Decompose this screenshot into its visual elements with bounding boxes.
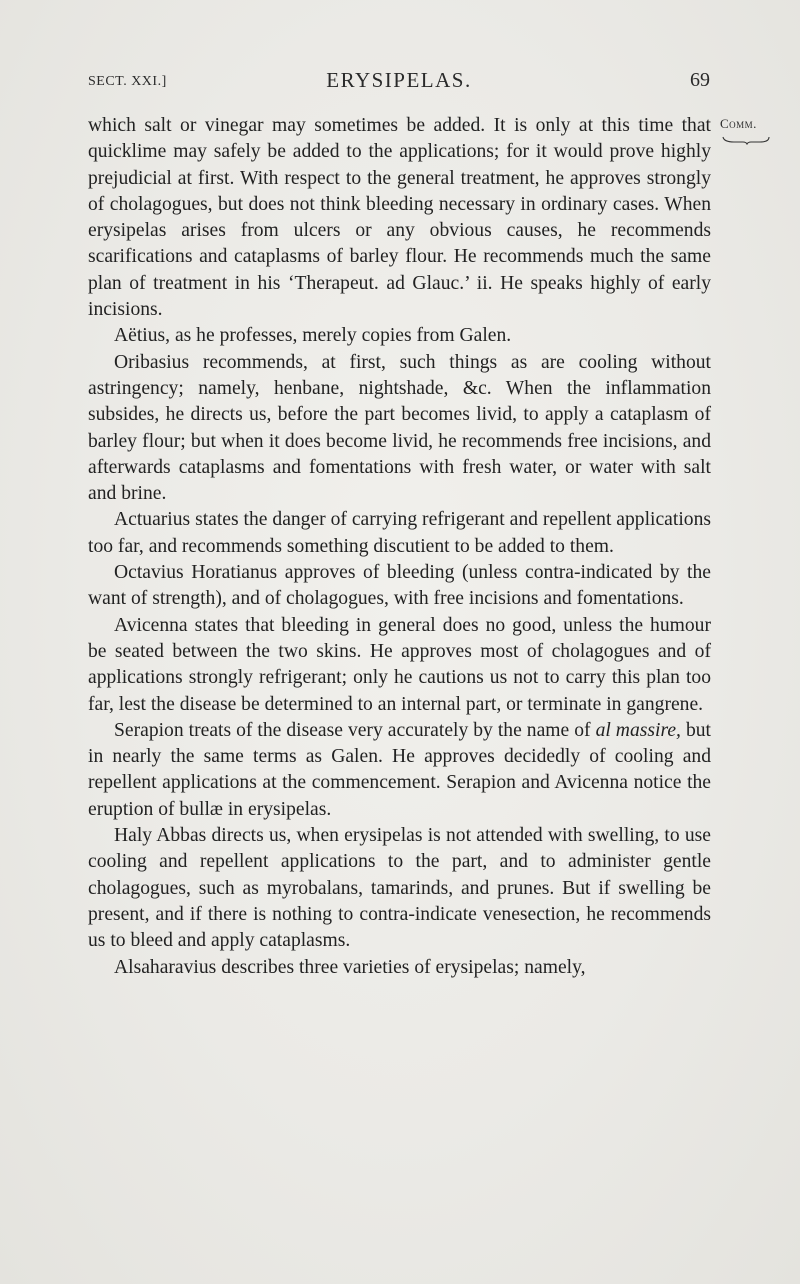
serapion-text-end: but in nearly the same terms as Galen. He approves decidedly of cooling and repellent applications at the commencement. Serapion and Avicenna notice the eruption of bullæ in erysipelas. (88, 719, 711, 820)
serapion-text-start: Serapion treats of the disease very accurately by the name of (114, 719, 596, 741)
paragraph-oribasius: Oribasius recommends, at first, such things as are cooling without astringency; namely, henbane, nightshade, &c. When the inflammation subsides, he directs us, before the part becomes livid, to apply a cataplasm of barley flour; but when it does become livid, he recommends free incisions, and afterwards cataplasms and fomentations with fresh water, or water with salt and brine. (88, 351, 711, 505)
section-label: SECT. XXI.] (88, 74, 167, 89)
paragraph-haly-abbas: Haly Abbas directs us, when erysipelas is not attended with swelling, to use cooling and repellent applications to the part, and to administer gentle cholagogues, such as myrobalans, tamarinds, and prunes. But if swelling be present, and if there is nothing to contra-indicate venesection, he recommends us to bleed and apply cataplasms. (88, 825, 711, 952)
serapion-term: al massire, (595, 719, 681, 741)
page-number: 69 (690, 69, 710, 91)
paragraph-octavius: Octavius Horatianus approves of bleeding (unless contra-indicated by the want of strength), and of cholagogues, with free incisions and fomentations. (88, 562, 711, 610)
running-head (88, 68, 710, 96)
body-text (88, 113, 711, 981)
paragraph-serapion (88, 718, 711, 823)
paragraph-avicenna: Avicenna states that bleeding in general does no good, unless the humour be seated between the two skins. He approves most of cholagogues and of applications strongly refrigerant; only he cautions us not to carry this plan too far, lest the disease be determined to an internal part, or terminate in gangrene. (88, 614, 711, 715)
page-title: ERYSIPELAS. (326, 68, 472, 92)
paragraph-actuarius: Actuarius states the danger of carrying refrigerant and repellent applications too far, and recommends something discutient to be added to them. (88, 509, 711, 557)
paragraph-aetius: Aëtius, as he professes, merely copies from Galen. (114, 325, 512, 347)
paragraph-alsaharavius: Alsaharavius describes three varieties of erysipelas; namely, (114, 956, 586, 978)
margin-note: Comm. (720, 116, 757, 131)
paragraph-1: which salt or vinegar may sometimes be added. It is only at this time that quicklime may safely be added to the applications; for it would prove highly prejudicial at first. With respect to the general treatment, he approves strongly of cholagogues, but does not think bleeding necessary in ordinary cases. When erysipelas arises from ulcers or any obvious causes, he recommends scarifications and cataplasms of barley flour. He recommends much the same plan of treatment in his ‘Therapeut. ad Glauc.’ ii. He speaks highly of early incisions. (88, 115, 711, 321)
margin-brace-icon (722, 135, 770, 145)
